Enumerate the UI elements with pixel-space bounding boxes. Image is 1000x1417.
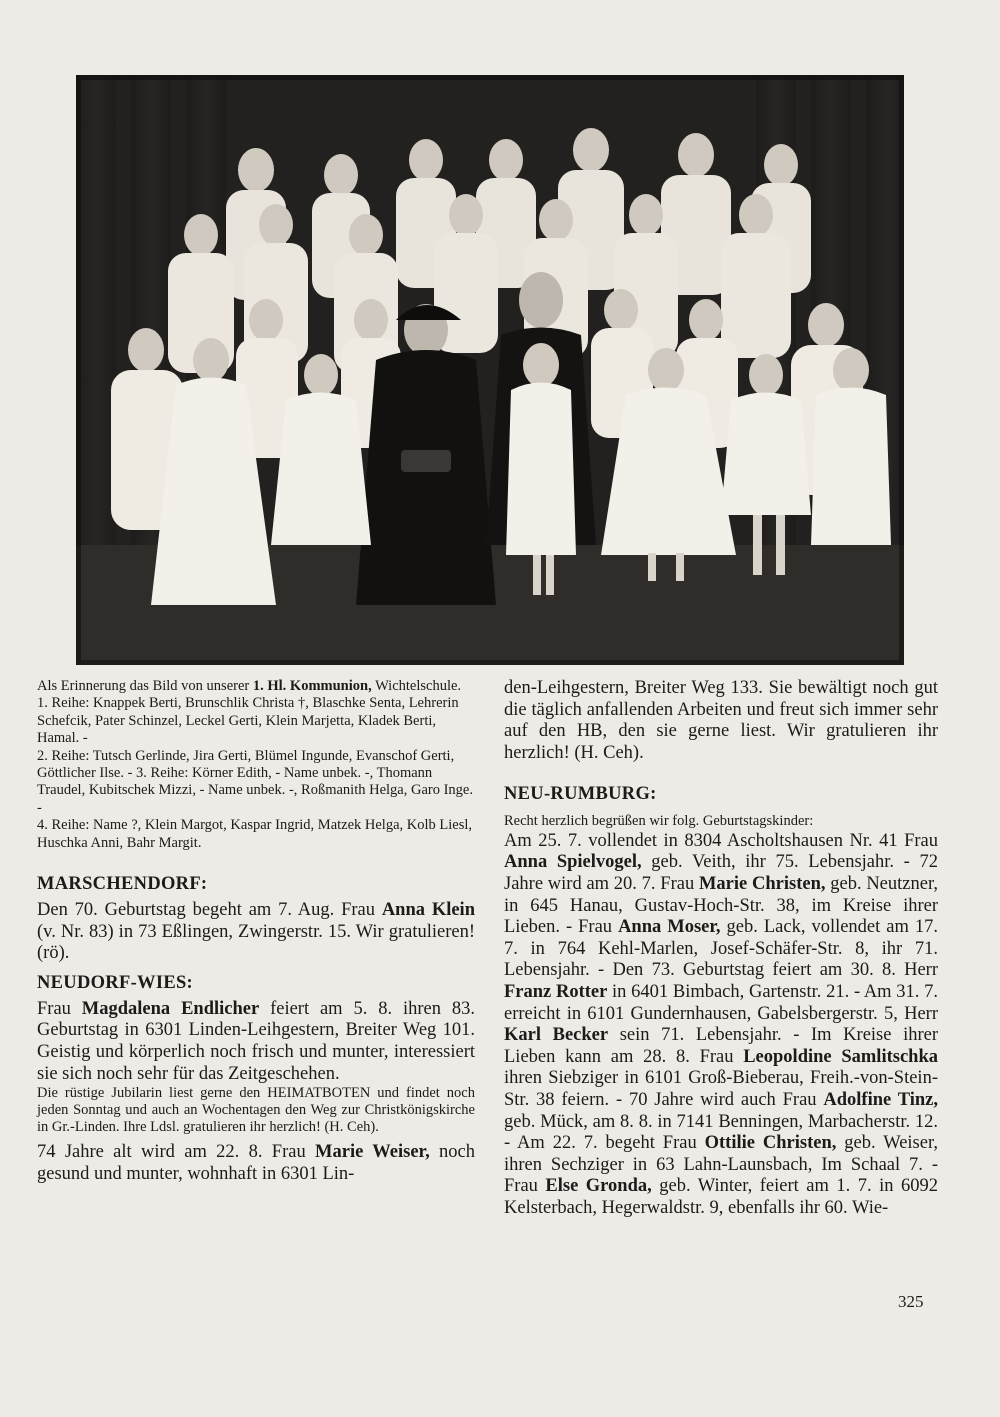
- marschendorf-t2: (v. Nr. 83) in 73 Eßlingen, Zwingerstr. 15. Wir gratulieren! (rö).: [37, 921, 475, 964]
- neudorf-continuation: den-Leihgestern, Breiter Weg 133. Sie bewältigt noch gut die täglich anfallenden Arbeiten und freut sich immer sehr auf den HB, den sie gerne liest. Wir gratulieren ihr herzlich! (H. Ceh).: [504, 678, 938, 763]
- nr-s6: sein 71. Lebensjahr. - Im Kreise ihrer Lieben kann am 28. 8. Frau: [504, 1025, 938, 1067]
- nr-b1: Anna Spielvogel,: [504, 852, 642, 873]
- nr-s2: geb. Veith, ihr 75. Lebensjahr. - 72 Jahre wird am 20. 7. Frau: [504, 852, 938, 894]
- nr-s4: geb. Lack, vollendet am 17. 7. in 764 Kehl-Marlen, Josef-Schäfer-Str. 8, ihr 71. Lebensjahr. - Den 73. Geburtstag feiert am 30. 8. Herr: [504, 917, 939, 981]
- page-number: 325: [898, 1292, 924, 1311]
- neudorf-p3-post: noch gesund und munter, wohnhaft in 6301 Lin-: [37, 1142, 475, 1184]
- nr-b7: Adolfine Tinz,: [823, 1089, 938, 1110]
- right-column: [504, 678, 938, 1219]
- nr-s8: geb. Mück, am 8. 8. in 7141 Benningen, Marbacherstr. 12. - Am 22. 7. begeht Frau: [504, 1111, 938, 1154]
- caption-intro: Als Erinnerung das Bild von unserer: [37, 678, 253, 694]
- nr-s7: ihren Siebziger in 6101 Groß-Bieberau, Freih.-von-Stein-Str. 38 feiern. - 70 Jahre wird auch Frau: [504, 1068, 938, 1110]
- nr-s3: geb. Neutzner, in 645 Hanau, Gustav-Hoch-Str. 38, im Kreise ihrer Lieben. - Frau: [504, 873, 938, 938]
- neu-rumburg-intro: Recht herzlich begrüßen wir folg. Geburtstagskinder:: [504, 813, 814, 830]
- nr-b2: Marie Christen,: [698, 873, 826, 894]
- nr-s9: geb. Weiser, ihren Sechziger in 63 Lahn-Launsbach, Im Schaal 7. - Frau: [504, 1133, 938, 1197]
- neudorf-p3: [37, 1142, 475, 1185]
- nr-b4: Franz Rotter: [504, 981, 608, 1002]
- neudorf-p2: Die rüstige Jubilarin liest gerne den HEIMATBOTEN und findet noch jeden Sonntag und auch an Wochentagen den Weg zur Christkönigskirche in Gr.-Linden. Ihre Ldsl. gratulieren ihr herzlich! (H. Ceh).: [37, 1085, 475, 1136]
- caption-row4: 4. Reihe: Name ?, Klein Margot, Kaspar Ingrid, Matzek Helga, Kolb Liesl, Huschka Anni, Bahr Margit.: [37, 817, 473, 851]
- marschendorf-text: [37, 900, 475, 965]
- photo-caption: [37, 678, 475, 852]
- caption-row1: 1. Reihe: Knappek Berti, Brunschlik Christa †, Blaschke Senta, Lehrerin Schefcik, Pater Schinzel, Leckel Gerti, Klein Marjetta, Kladek Berti, Hamal. -: [37, 695, 459, 747]
- nr-b5: Karl Becker: [504, 1025, 609, 1046]
- nr-s5: in 6401 Bimbach, Gartenstr. 21. - Am 31. 7. erreicht in 6101 Gundernhausen, Gabelsbergerstr. 5, Herr: [504, 981, 938, 1024]
- marschendorf-t1: Den 70. Geburtstag begeht am 7. Aug. Frau: [37, 900, 382, 921]
- neudorf-p1-pre: Frau: [37, 998, 82, 1019]
- caption-row2-3: 2. Reihe: Tutsch Gerlinde, Jira Gerti, Blümel Ingunde, Evanschof Gerti, Göttlicher Ilse. - 3. Reihe: Körner Edith, - Name unbek. -, Thomann Traudel, Kubitschek Mizzi, - Name unbek. -, Roßmanith Helga, Garo Inge. -: [37, 747, 473, 816]
- heading-marschendorf: MARSCHENDORF:: [37, 874, 208, 895]
- left-column: [37, 678, 475, 1185]
- group-photo: [76, 75, 904, 665]
- nr-b9: Else Gronda,: [545, 1176, 652, 1197]
- neudorf-p3-name: Marie Weiser,: [315, 1142, 430, 1163]
- neudorf-p3-pre: 74 Jahre alt wird am 22. 8. Frau: [37, 1142, 316, 1163]
- neudorf-p1: [37, 999, 475, 1085]
- nr-b3: Anna Moser,: [618, 917, 721, 938]
- photo-illustration: [76, 75, 904, 665]
- heading-neu-rumburg: NEU-RUMBURG:: [504, 784, 657, 805]
- heading-neudorf: NEUDORF-WIES:: [37, 972, 194, 993]
- nr-b6: Leopoldine Samlitschka: [743, 1046, 938, 1067]
- marschendorf-name: Anna Klein: [381, 900, 475, 921]
- neudorf-p1-post: feiert am 5. 8. ihren 83. Geburtstag in 6301 Linden-Leihgestern, Breiter Weg 101. Geistig und körperlich noch frisch und munter, interessiert sie sich noch sehr für das Zeitgeschehen.: [37, 998, 475, 1084]
- neu-rumburg-text: [504, 831, 938, 1220]
- nr-s10: geb. Winter, feiert am 1. 7. in 6092 Kelsterbach, Hegerwaldstr. 9, ebenfalls ihr 60. Wie-: [504, 1176, 938, 1218]
- nr-b8: Ottilie Christen,: [704, 1133, 837, 1154]
- neudorf-p1-name: Magdalena Endlicher: [81, 998, 260, 1019]
- nr-s1: Am 25. 7. vollendet in 8304 Ascholtshausen Nr. 41 Frau: [504, 830, 938, 851]
- caption-intro-suffix: Wichtelschule.: [371, 678, 462, 694]
- caption-intro-bold: 1. Hl. Kommunion,: [252, 678, 372, 694]
